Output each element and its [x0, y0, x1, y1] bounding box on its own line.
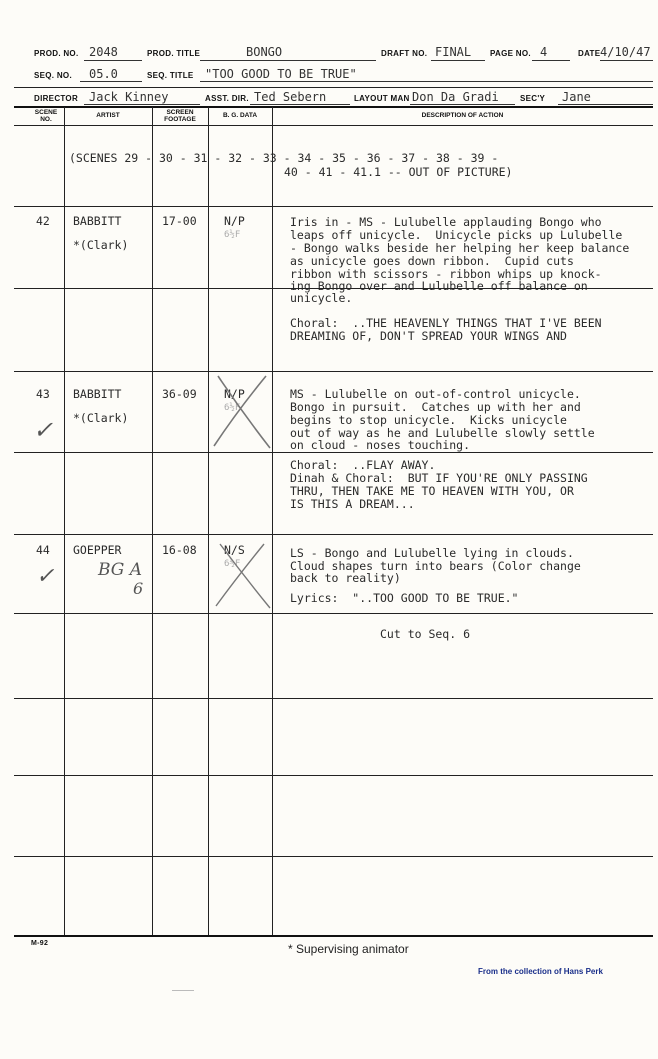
prod-no-label: PROD. NO.	[34, 49, 79, 58]
col-artist: ARTIST	[96, 112, 120, 119]
cross-out-mark	[208, 538, 272, 614]
description-line: begins to stop unicycle. Kicks unicycle	[290, 413, 567, 427]
description-line: back to reality)	[290, 571, 401, 585]
description-line: out of way as he and Lulubelle slowly settle	[290, 426, 595, 440]
col-description: DESCRIPTION OF ACTION	[421, 112, 504, 119]
description-line: ing Bongo over and Lulubelle off balance on	[290, 279, 588, 293]
check-mark: ✓	[33, 416, 54, 444]
seq-title-label: SEQ. TITLE	[147, 71, 194, 80]
description-line: leaps off unicycle. Unicycle picks up Lulubelle	[290, 228, 623, 242]
secy-value: Jane	[562, 90, 591, 104]
director-value: Jack Kinney	[89, 90, 169, 104]
cross-out-mark	[208, 370, 272, 452]
director-label: DIRECTOR	[34, 94, 79, 103]
footnote: * Supervising animator	[288, 942, 409, 956]
prod-title-value: BONGO	[246, 45, 283, 59]
asst-dir-value: Ted Sebern	[254, 90, 327, 104]
artist-name: BABBITT	[73, 214, 122, 228]
layout-man-value: Don Da Gradi	[412, 90, 499, 104]
bg-data: N/S	[224, 543, 245, 557]
scenes-out-line-1: (SCENES 29 - 30 - 31 - 32 - 33 - 34 - 35 - 36 - 37 - 38 - 39 -	[69, 151, 499, 165]
check-mark: ✓	[36, 564, 55, 589]
handwritten-bg-number: 6	[133, 579, 144, 598]
lyric-line: IS THIS A DREAM...	[290, 497, 415, 511]
handwritten-bg-note: BG A	[98, 560, 143, 580]
lyric-line: Choral: ..THE HEAVENLY THINGS THAT I'VE BEEN	[290, 316, 602, 330]
lyric-line: Dinah & Choral: BUT IF YOU'RE ONLY PASSING	[290, 471, 588, 485]
description-line: - Bongo walks beside her helping her keep balance	[290, 241, 630, 255]
bg-note: 6½F	[224, 559, 241, 569]
lyric-line: THRU, THEN TAKE ME TO HEAVEN WITH YOU, OR	[290, 484, 574, 498]
lyric-line: DREAMING OF, DON'T SPREAD YOUR WINGS AND	[290, 329, 567, 343]
bg-note: 6½F	[224, 230, 241, 240]
description-line: Bongo in pursuit. Catches up with her and	[290, 400, 581, 414]
artist-name: BABBITT	[73, 387, 122, 401]
prod-no-value: 2048	[89, 45, 118, 59]
table-bottom-rule	[14, 935, 653, 937]
description-line: Iris in - MS - Lulubelle applauding Bongo who	[290, 215, 602, 229]
col-bg-data: B. G. DATA	[222, 112, 258, 119]
scene-number: 43	[36, 387, 50, 401]
seq-title-value: "TOO GOOD TO BE TRUE"	[205, 67, 357, 81]
artist-name: GOEPPER	[73, 543, 122, 557]
table-top-rule	[14, 106, 653, 108]
asst-dir-label: ASST. DIR.	[205, 94, 249, 103]
description-line: ribbon with scissors - ribbon whips up knock-	[290, 267, 602, 281]
supervisor-name: *(Clark)	[73, 238, 129, 252]
form-number: M-92	[31, 940, 49, 947]
prod-title-label: PROD. TITLE	[147, 49, 201, 58]
lyric-line: Lyrics: "..TOO GOOD TO BE TRUE."	[290, 591, 519, 605]
seq-no-label: SEQ. NO.	[34, 71, 72, 80]
date-label: DATE	[578, 49, 601, 58]
secy-label: SEC'Y	[520, 94, 546, 103]
description-line: Cloud shapes turn into bears (Color change	[290, 559, 581, 573]
screen-footage: 16-08	[162, 543, 197, 557]
seq-no-value: 05.0	[89, 67, 118, 81]
bg-data: N/P	[224, 387, 245, 401]
layout-man-label: LAYOUT MAN	[354, 94, 410, 103]
description-line: MS - Lulubelle on out-of-control unicycle.	[290, 387, 581, 401]
screen-footage: 36-09	[162, 387, 197, 401]
date-value: 4/10/47	[600, 45, 651, 59]
page-no-value: 4	[540, 45, 548, 59]
draft-no-value: FINAL	[435, 45, 472, 59]
description-line: LS - Bongo and Lulubelle lying in clouds.	[290, 546, 574, 560]
screen-footage: 17-00	[162, 214, 197, 228]
bg-data: N/P	[224, 214, 245, 228]
collection-credit: From the collection of Hans Perk	[478, 967, 603, 976]
lyric-line: Choral: ..FLAY AWAY.	[290, 458, 436, 472]
description-line: on cloud - noses touching.	[290, 438, 471, 452]
scene-number: 42	[36, 214, 50, 228]
description-line: as unicycle goes down ribbon. Cupid cuts	[290, 254, 574, 268]
description-line: unicycle.	[290, 291, 353, 305]
scenes-out-line-2: 40 - 41 - 41.1 -- OUT OF PICTURE)	[284, 165, 513, 179]
cut-note: Cut to Seq. 6	[380, 627, 471, 641]
draft-no-label: DRAFT NO.	[381, 49, 428, 58]
col-scene-no: SCENE NO.	[34, 109, 58, 123]
bg-note: 6½F	[224, 403, 241, 413]
page-no-label: PAGE NO.	[490, 49, 531, 58]
supervisor-name: *(Clark)	[73, 411, 129, 425]
scene-number: 44	[36, 543, 50, 557]
col-screen-footage: SCREEN FOOTAGE	[164, 109, 196, 123]
